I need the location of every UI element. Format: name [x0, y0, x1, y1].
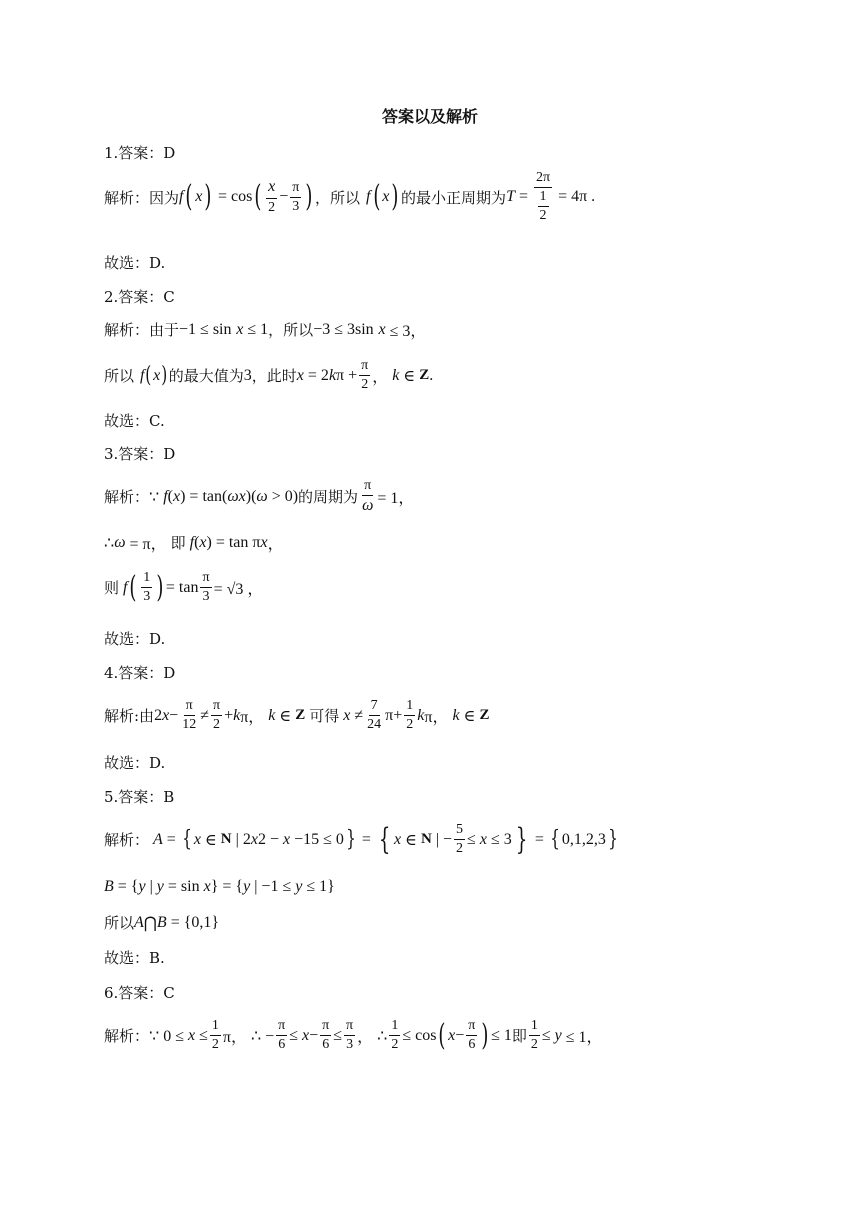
q5-answer: 5.答案：B: [104, 788, 175, 806]
q2-text-a: 解析：由于: [104, 321, 180, 339]
q3-text-b: 的周期为: [298, 488, 359, 507]
q5-conclusion: 故选：B.: [104, 949, 165, 967]
q4-conclusion: 故选：D.: [104, 754, 166, 772]
q1-text-a: 解析：因为: [104, 188, 180, 207]
q4-text-a: 解析:由: [104, 707, 155, 726]
q3-text-d: 则: [104, 579, 120, 598]
q2-text-c: 所以: [104, 367, 135, 386]
q3-solution-2: ∴ ω = π， 即 f ( x ) = tan π x ，: [104, 533, 284, 553]
q1-text-b: ，所以: [315, 188, 361, 207]
q3-answer: 3.答案：D: [104, 445, 176, 463]
q3-text-c: 即: [170, 534, 186, 552]
q6-text-b: 即: [511, 1027, 527, 1046]
q2-conclusion: 故选：C.: [104, 412, 165, 430]
q5-text-c: 所以: [104, 914, 135, 932]
q6-text-a: 解析：: [104, 1027, 150, 1046]
q2-text-e: ，此时: [251, 367, 297, 386]
q2-solution-2: 所以 f ( x ) 的最大值为 3 ，此时 x = 2 k π + $\frac{\pi}{2}$ ， k ∈ Z .: [104, 358, 434, 393]
q2-text-b: ，所以: [268, 321, 314, 339]
q5-solution-2: B = { y | y = sin x } = { y | −1 ≤ y ≤ 1}: [104, 878, 335, 895]
q6-solution: 解析： ∵ 0 ≤ x ≤ $\frac{1}{2}$ π， ∴ − $\frac{\pi}{6}$ ≤ x − $\frac{\pi}{6}$ ≤ $\frac{\pi}{3}$ ， ∴ $\frac{1}{2}$ ≤ cos ( x − $\frac{\pi}{6}$ ) ≤ 1 即 $\frac{1}{2}$ ≤ y ≤ 1，: [104, 1017, 603, 1053]
q2-solution-1: 解析：由于 −1 ≤ sin x ≤ 1 ，所以 −3 ≤ 3sin x ≤ 3，: [104, 320, 427, 340]
q1-conclusion: 故选：D.: [104, 254, 166, 272]
q2-answer: 2.答案：C: [104, 288, 175, 306]
q3-text-a: 解析：: [104, 488, 150, 507]
q4-solution: 解析:由 2 x − $\frac{\pi}{12}$ ≠ $\frac{\pi}{2}$ + k π， k ∈ Z 可得 x ≠ $\frac{7}{24}$ π+ $\frac{1}{2}$ k π， k ∈ Z: [104, 698, 490, 733]
q3-solution-1: 解析： ∵ f ( x ) = tan( ωx )( ω > 0) 的周期为 $\frac{\pi}{\omega}$ = 1，: [104, 478, 415, 515]
q2-text-d: 的最大值为: [168, 367, 244, 386]
q3-conclusion: 故选：D.: [104, 630, 166, 648]
q1-solution: 解析：因为 f ( x ) = cos ( $\frac{x}{2}$ − $\frac{\pi}{3}$ ) ，所以 f ( x ) 的最小正周期为 T = $\frac{2\pi}{\frac{1}{2}}$ = 4π .: [104, 170, 596, 224]
q1-text-c: 的最小正周期为: [401, 188, 507, 207]
q4-answer: 4.答案：D: [104, 664, 176, 682]
q3-solution-3: 则 f ( $\frac{1}{3}$ ) = tan $\frac{\pi}{3}$ = √3 ，: [104, 569, 264, 605]
q4-text-b: 可得: [309, 707, 340, 726]
q5-solution-3: 所以 A ⋂ B = {0,1}: [104, 913, 220, 932]
q6-answer: 6.答案：C: [104, 984, 175, 1002]
page-title: 答案以及解析: [381, 107, 478, 126]
q1-answer: 1.答案：D: [104, 144, 176, 162]
q5-solution-1: 解析： A = { x ∈ N | 2 x 2 − x −15 ≤ 0 } = { x ∈ N | − $\frac{5}{2}$ ≤ x ≤ 3 } = { 0,1,2,3 }: [104, 821, 618, 857]
q5-text-a: 解析：: [104, 831, 150, 850]
